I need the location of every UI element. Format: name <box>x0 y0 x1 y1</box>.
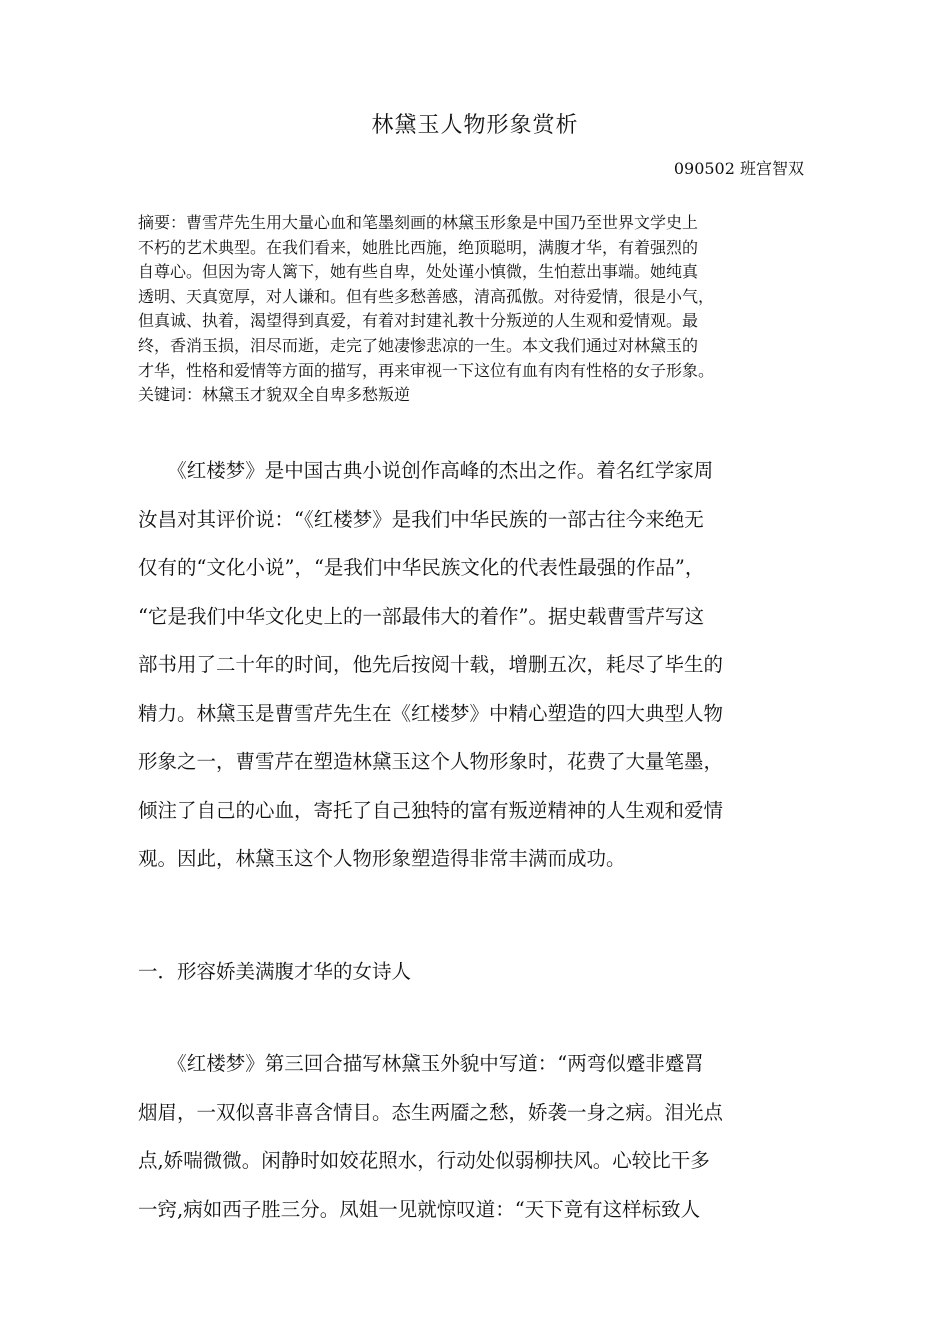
abstract-line: 不朽的艺术典型。在我们看来，她胜比西施，绝顶聪明，满腹才华，有着强烈的 <box>138 237 699 257</box>
paragraph-line: 观。因此，林黛玉这个人物形象塑造得非常丰满而成功。 <box>138 847 626 870</box>
paragraph-line: 形象之一，曹雪芹在塑造林黛玉这个人物形象时，花费了大量笔墨， <box>138 750 724 773</box>
abstract-block <box>138 211 822 408</box>
paragraph-line: 点,娇喘微微。闲静时如姣花照水，行动处似弱柳扶风。心较比干多 <box>138 1149 710 1172</box>
paragraph-line: 倾注了自己的心血，寄托了自己独特的富有叛逆精神的人生观和爱情 <box>138 798 724 822</box>
paragraph-line: “它是我们中华文化史上的一部最伟大的着作”。据史载曹雪芹写这 <box>138 604 704 628</box>
abstract-line: 才华，性格和爱情等方面的描写，再来审视一下这位有血有肉有性格的女子形象。 <box>138 360 715 380</box>
section-heading: 一．形容娇美满腹才华的女诗人 <box>138 960 412 983</box>
paragraph-line: 精力。林黛玉是曹雪芹先生在《红楼梦》中精心塑造的四大典型人物 <box>138 701 724 725</box>
paragraph-line: 部书用了二十年的时间，他先后按阅十载，增删五次，耗尽了毕生的 <box>138 653 724 676</box>
abstract-line: 摘要：曹雪芹先生用大量心血和笔墨刻画的林黛玉形象是中国乃至世界文学史上 <box>138 213 699 232</box>
author-line: 090502 班宫智双 <box>673 159 804 178</box>
intro-paragraph <box>138 447 818 884</box>
paragraph-line: 汝昌对其评价说：“《红楼梦》是我们中华民族的一部古往今来绝无 <box>138 507 704 531</box>
paragraph-line: 烟眉，一双似喜非喜含情目。态生两靥之愁，娇袭一身之病。泪光点 <box>138 1100 724 1124</box>
paragraph-line: 一窍,病如西子胜三分。凤姐一见就惊叹道：“天下竟有这样标致人 <box>138 1197 701 1221</box>
paragraph-line: 《红楼梦》是中国古典小说创作高峰的杰出之作。着名红学家周 <box>138 459 714 482</box>
section1-paragraph <box>138 1040 818 1234</box>
paragraph-line: 仅有的“文化小说”，“是我们中华民族文化的代表性最强的作品”， <box>138 556 705 579</box>
paragraph-line: 《红楼梦》第三回合描写林黛玉外貌中写道：“两弯似蹙非蹙罥 <box>138 1052 704 1075</box>
abstract-line: 但真诚、执着，渴望得到真爱，有着对封建礼教十分叛逆的人生观和爱情观。最 <box>138 311 699 331</box>
abstract-line: 终，香消玉损，泪尽而逝，走完了她凄惨悲凉的一生。本文我们通过对林黛玉的 <box>138 335 699 355</box>
abstract-line: 透明、天真宽厚，对人谦和。但有些多愁善感，清高孤傲。对待爱情，很是小气， <box>138 286 715 306</box>
keywords-line: 关键词：林黛玉才貌双全自卑多愁叛逆 <box>138 385 411 405</box>
abstract-line: 自尊心。但因为寄人篱下，她有些自卑，处处谨小慎微，生怕惹出事端。她纯真 <box>138 262 699 282</box>
page-title: 林黛玉人物形象赏析 <box>371 113 579 138</box>
